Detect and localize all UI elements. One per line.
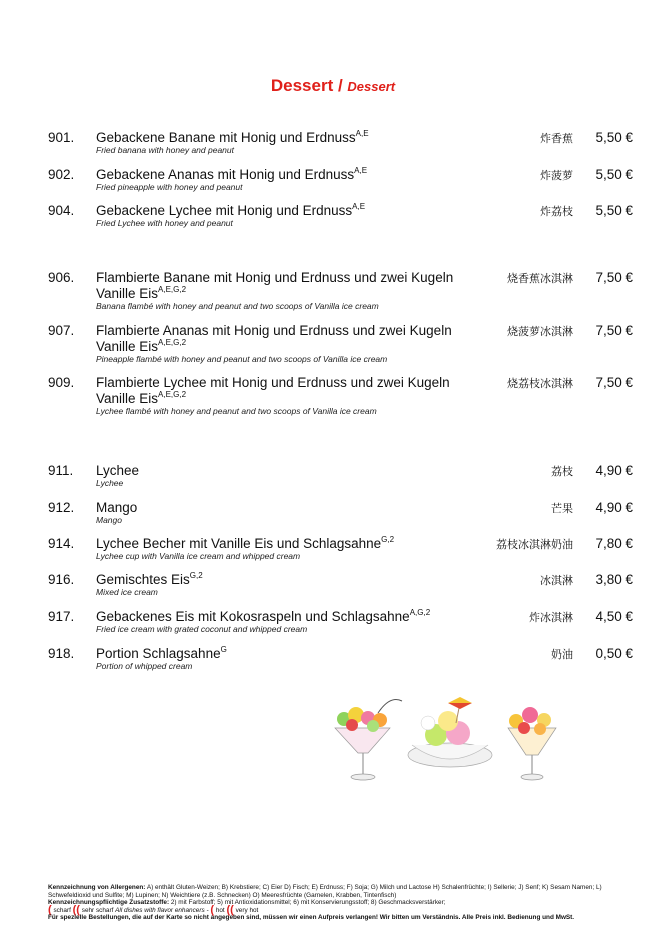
item-chinese-name: 烧荔枝冰淇淋 [507,377,573,390]
scharf-label: scharf [53,906,71,914]
double-chili-icon: (( [72,903,80,916]
item-english-name: Fried banana with honey and peanut [96,145,234,155]
item-name: Flambierte Lychee mit Honig und Erdnuss und zwei Kugeln Vanille Eis$^{A,E,G,2}$ [96,375,450,406]
item-number: 912. [48,500,75,515]
item-number: 914. [48,536,75,551]
item-chinese-name: 炸香蕉 [540,132,573,145]
item-english-name: Fried Lychee with honey and peanut [96,218,233,228]
item-english-name: Mixed ice cream [96,587,158,597]
item-price: 4,50 € [595,609,633,624]
item-name: Lychee [96,463,140,478]
allergen-codes: G,2 [189,571,203,580]
allergen-codes: A,E [355,129,369,138]
item-price: 5,50 € [595,130,633,145]
very-hot-label: very hot [235,906,259,914]
item-price: 7,50 € [595,270,633,285]
item-price: 0,50 € [595,646,633,661]
item-name: Flambierte Ananas mit Honig und Erdnuss und zwei Kugeln Vanille Eis$^{A,E,G,2}$ [96,323,452,354]
item-number: 918. [48,646,75,661]
item-price: 7,50 € [595,375,633,390]
item-number: 904. [48,203,75,218]
item-name: Gebackenes Eis mit Kokosraspeln und Schlagsahne$^{A,G,2}$ [96,608,431,624]
item-name: Gebackene Ananas mit Honig und Erdnuss$^{A,E}$ [96,166,368,182]
sehr-scharf-label: sehr scharf [81,906,114,914]
ice-cream-bowl-image [408,697,492,767]
item-english-name: Fried ice cream with grated coconut and whipped cream [96,624,308,634]
item-number: 909. [48,375,75,390]
item-name: Lychee Becher mit Vanille Eis und Schlagsahne$^{G,2}$ [96,535,395,551]
allergen-codes: G [220,645,227,654]
item-chinese-name: 炸荔枝 [540,205,573,218]
item-english-name: Banana flambé with honey and peanut and two scoops of Vanilla ice cream [96,301,379,311]
item-name: Gebackene Lychee mit Honig und Erdnuss$^{A,E}$ [96,202,366,218]
item-chinese-name: 烧菠萝冰淇淋 [507,325,573,338]
title-sub: Dessert [347,79,396,94]
item-chinese-name: 荔枝 [551,465,573,478]
item-english-name: Pineapple flambé with honey and peanut and two scoops of Vanilla ice cream [96,354,388,364]
item-number: 906. [48,270,75,285]
item-english-name: Lychee [96,478,124,488]
allergen-codes: A,E,G,2 [158,390,187,399]
double-chili-icon: (( [226,903,234,916]
item-chinese-name: 烧香蕉冰淇淋 [507,272,573,285]
fruit-cup-left-image [335,700,402,781]
item-chinese-name: 荔枝冰淇淋奶油 [496,538,573,551]
allergen-codes: A,E,G,2 [158,285,187,294]
dessert-illustration [330,693,570,783]
item-chinese-name: 炸冰淇淋 [529,611,573,624]
item-chinese-name: 冰淇淋 [540,574,573,587]
item-english-name: Fried pineapple with honey and peanut [96,182,243,192]
item-english-name: Lychee cup with Vanilla ice cream and whipped cream [96,551,301,561]
hot-label: hot [215,906,225,914]
item-name: Portion Schlagsahne$^G$ [96,645,227,661]
item-number: 911. [48,463,74,478]
item-number: 916. [48,572,75,587]
sundae-glass-right-image [508,707,556,780]
allergen-codes: A,E,G,2 [158,338,187,347]
enhancers-note: All dishes with flavor enhancers - [115,906,209,914]
item-english-name: Mango [96,515,122,525]
additive-note: Kennzeichnungspflichtige Zusatzstoffe: 2) mit Farbstoff; 5) mit Antioxidationsmittel; 6) mit Konservierungsstoff; 8) Geschmacksverstärker; [48,899,446,907]
special-order-notice: Für spezielle Bestellungen, die auf der Karte so nicht angegeben sind, müssen wir einen Aufpreis verlangen! Wir bitten um Verständnis. Alle Preis inkl. Bedienung und MwSt. [48,914,575,922]
allergen-codes: A,G,2 [409,608,431,617]
item-chinese-name: 芒果 [551,502,573,515]
item-price: 7,80 € [595,536,633,551]
item-name: Flambierte Banane mit Honig und Erdnuss und zwei Kugeln Vanille Eis$^{A,E,G,2}$ [96,270,454,301]
item-price: 5,50 € [595,167,633,182]
item-number: 901. [48,130,75,145]
item-english-name: Lychee flambé with honey and peanut and two scoops of Vanilla ice cream [96,406,377,416]
item-name: Gebackene Banane mit Honig und Erdnuss$^{A,E}$ [96,129,369,145]
allergen-codes: A,E [354,166,368,175]
item-chinese-name: 奶油 [551,648,573,661]
footer-notes [48,884,638,922]
item-number: 917. [48,609,75,624]
title-main: Dessert / [270,76,348,95]
item-price: 4,90 € [595,500,633,515]
chili-icon: ( [48,903,52,916]
item-number: 902. [48,167,75,182]
allergen-codes: A,E [352,202,366,211]
allergen-note: Kennzeichnung von Allergenen: A) enthält Gluten-Weizen; B) Krebstiere; C) Eier D) Fisch; E) Erdnuss; F) Soja; G) Milch und Lactose H) Schalenfrüchte; I) Sellerie; J) Senf; K) Sesam Namen; L) Schwefeldioxid und Sulfite; M) Lupinen; N) Weichtiere (z.B. Schnecken) O) Meeresfrüchte (Garnelen, Krabben, Tintenfisch) [48,884,602,899]
item-name: Mango [96,500,138,515]
item-price: 4,90 € [595,463,633,478]
item-chinese-name: 炸菠萝 [540,169,573,182]
item-english-name: Portion of whipped cream [96,661,193,671]
item-number: 907. [48,323,75,338]
page-title [0,76,666,96]
allergen-codes: G,2 [381,535,395,544]
item-price: 7,50 € [595,323,633,338]
item-price: 5,50 € [595,203,633,218]
item-price: 3,80 € [595,572,633,587]
item-name: Gemischtes Eis$^{G,2}$ [96,571,203,587]
chili-icon: ( [210,903,215,916]
